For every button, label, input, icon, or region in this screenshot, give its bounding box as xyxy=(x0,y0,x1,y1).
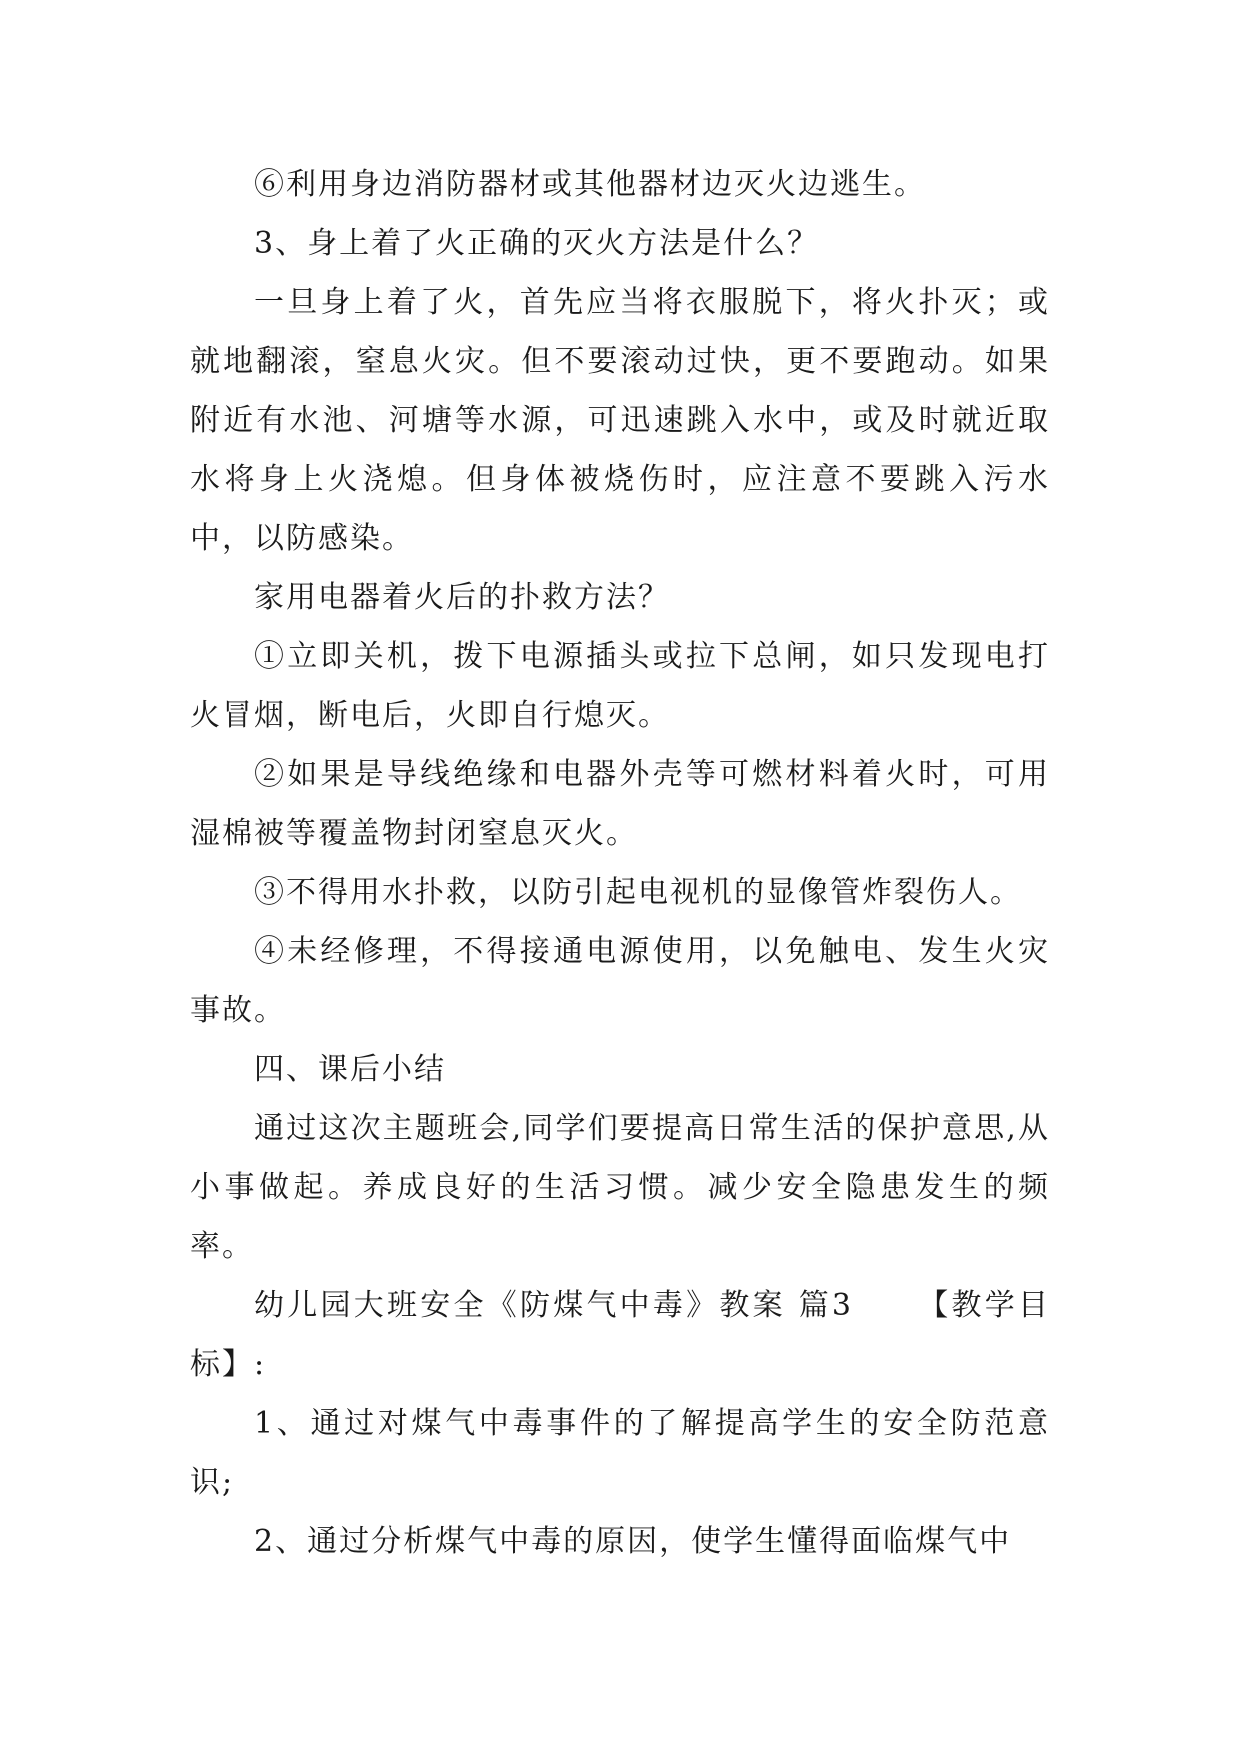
paragraph: ②如果是导线绝缘和电器外壳等可燃材料着火时，可用湿棉被等覆盖物封闭窒息灭火。 xyxy=(190,757,1050,851)
paragraph: 一旦身上着了火，首先应当将衣服脱下，将火扑灭；或就地翻滚，窒息火灾。但不要滚动过快，更不要跑动。如果附近有水池、河塘等水源，可迅速跳入水中，或及时就近取水将身上火浇熄。但身体被烧伤时，应注意不要跳入污水中，以防感染。 xyxy=(190,285,1050,556)
paragraph: 通过这次主题班会,同学们要提高日常生活的保护意思,从小事做起。养成良好的生活习惯。减少安全隐患发生的频率。 xyxy=(190,1111,1050,1264)
goal-item: 1、通过对煤气中毒事件的了解提高学生的安全防范意识; xyxy=(190,1406,1050,1500)
section-heading: 四、课后小结 xyxy=(254,1052,446,1087)
paragraph: 家用电器着火后的扑救方法？ xyxy=(254,580,670,615)
paragraph: ③不得用水扑救，以防引起电视机的显像管炸裂伤人。 xyxy=(254,875,1022,910)
document-body xyxy=(190,155,1050,1571)
paragraph: ①立即关机，拨下电源插头或拉下总闸，如只发现电打火冒烟，断电后，火即自行熄灭。 xyxy=(190,639,1050,733)
paragraph: ⑥利用身边消防器材或其他器材边灭火边逃生。 xyxy=(254,167,926,202)
goals-label: 【教学目标】: xyxy=(190,1288,1051,1382)
paragraph: ④未经修理，不得接通电源使用，以免触电、发生火灾事故。 xyxy=(190,934,1050,1028)
paragraph: 3、身上着了火正确的灭火方法是什么？ xyxy=(254,226,820,261)
lesson-title: 幼儿园大班安全《防煤气中毒》教案 篇3 xyxy=(254,1288,854,1323)
lesson-title-paragraph xyxy=(190,1276,1050,1394)
goal-item: 2、通过分析煤气中毒的原因，使学生懂得面临煤气中 xyxy=(254,1524,1012,1559)
